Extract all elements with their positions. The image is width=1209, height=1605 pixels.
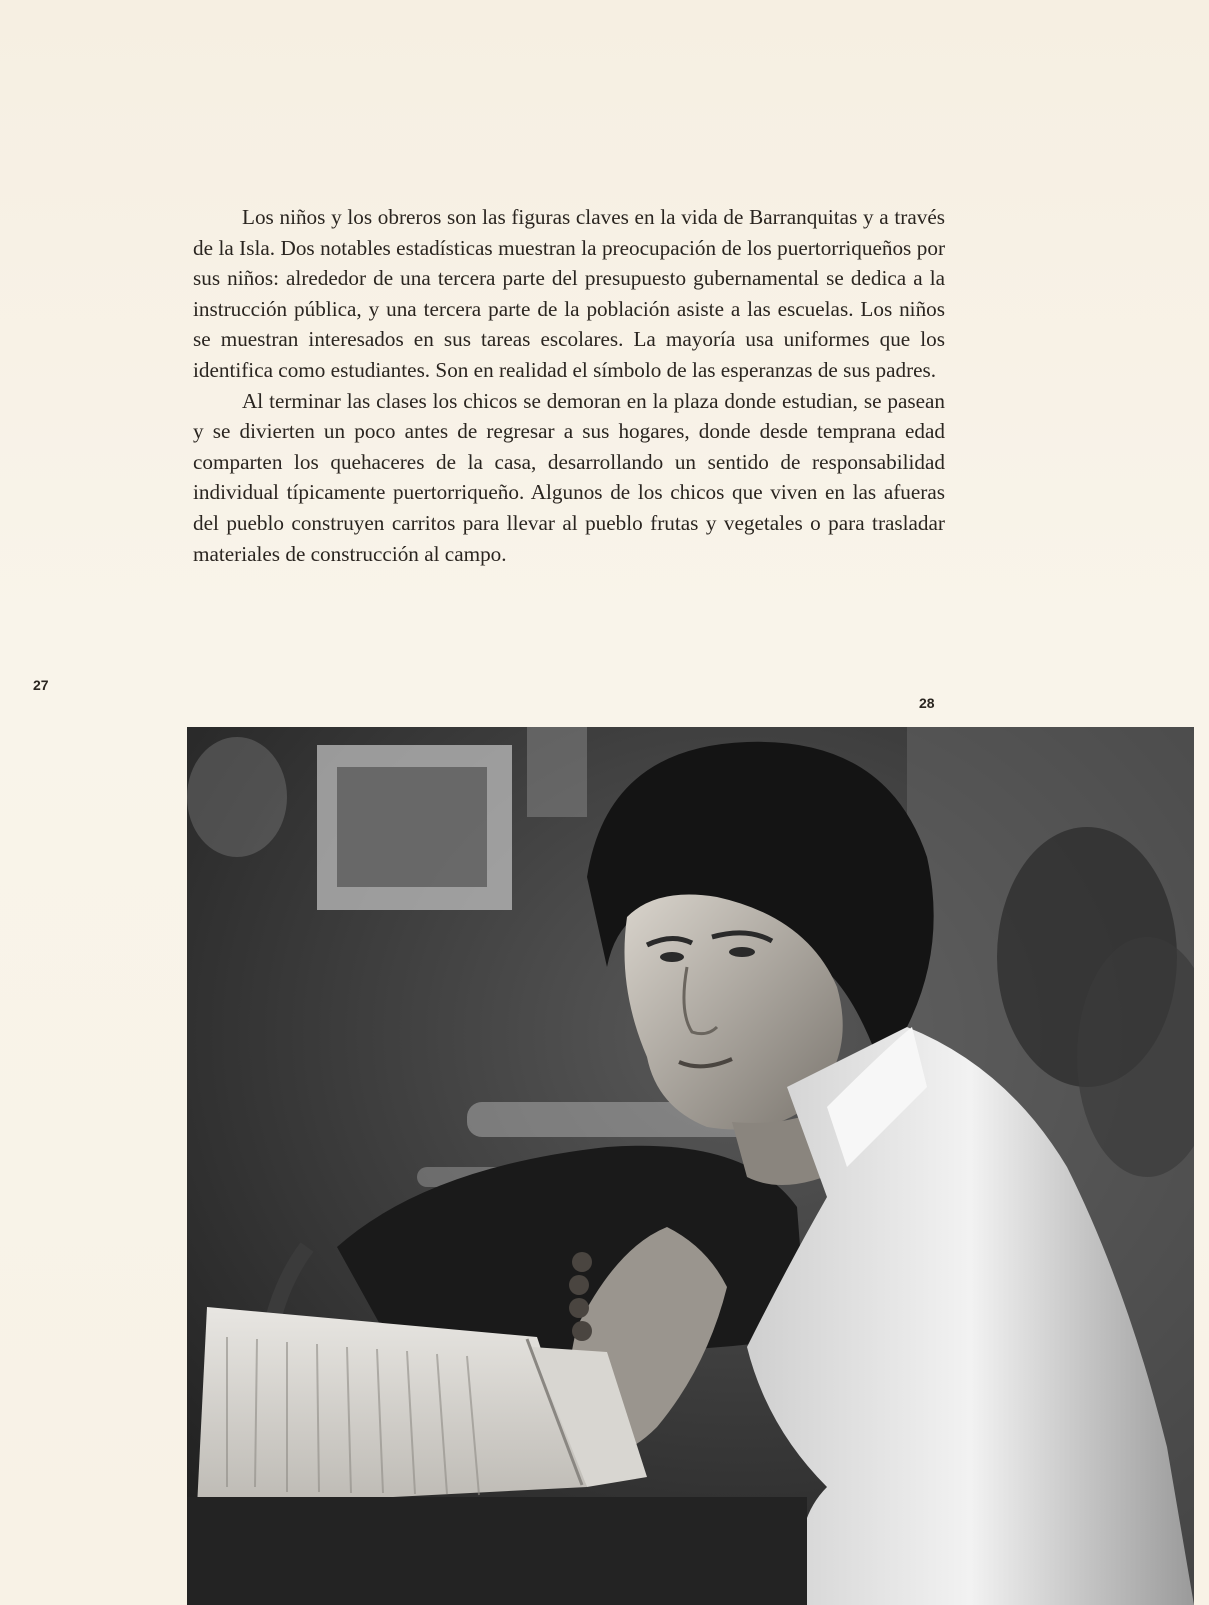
body-text [193, 202, 945, 569]
page-number-right: 28 [919, 695, 935, 711]
page-number-left: 27 [33, 677, 49, 693]
photograph-student-at-desk [187, 727, 1194, 1605]
paragraph-2: Al terminar las clases los chicos se demoran en la plaza donde estudian, se pasean y se divierten un poco antes de regresar a sus hogares, donde desde temprana edad comparten los quehaceres de la casa, desarrollando un sentido de responsabilidad individual típicamente puertorriqueño. Algunos de los chicos que viven en las afueras del pueblo construyen carritos para llevar al pueblo frutas y vegetales o para trasladar materiales de construcción al campo. [193, 388, 945, 566]
paragraph-1: Los niños y los obreros son las figuras claves en la vida de Barranquitas y a través de la Isla. Dos notables estadísticas muestran la preocupación de los puertorriqueños por sus niños: alrededor de una tercera parte del presupuesto gubernamental se dedica a la instrucción pública, y una tercera parte de la población asiste a las escuelas. Los niños se muestran interesados en sus tareas escolares. La mayoría usa uniformes que los identifica como estudiantes. Son en realidad el símbolo de las esperanzas de sus padres. [193, 205, 945, 382]
